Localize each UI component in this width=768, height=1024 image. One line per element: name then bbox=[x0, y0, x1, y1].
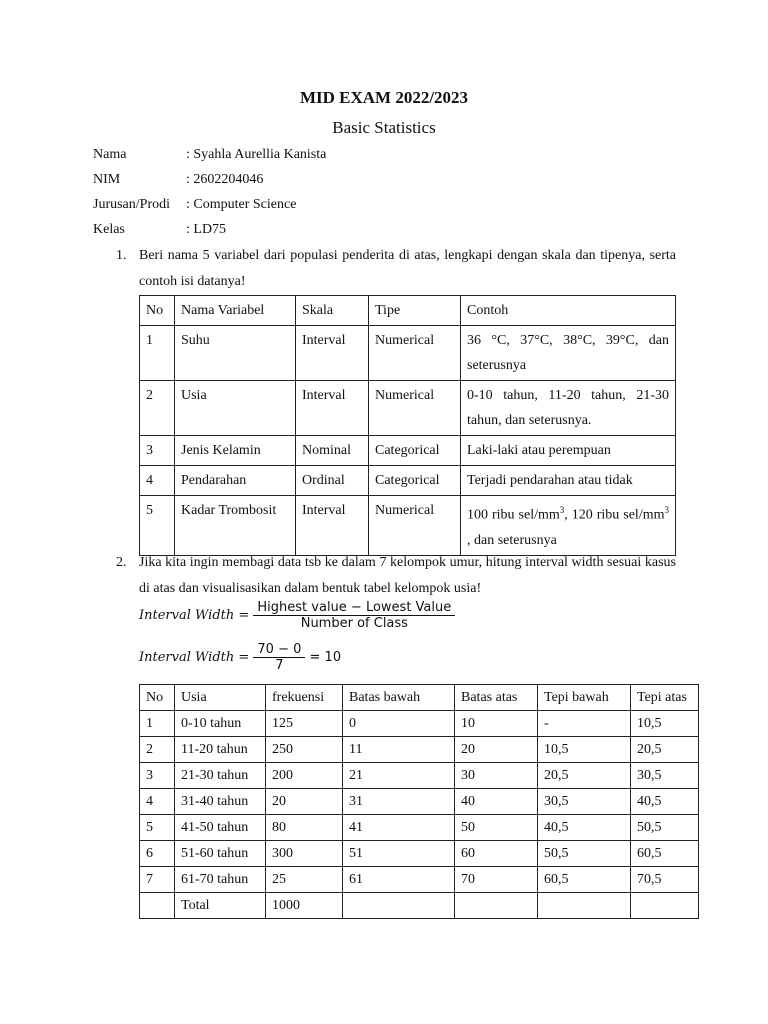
student-major-row bbox=[93, 197, 296, 213]
cell: 1 bbox=[140, 326, 175, 381]
student-name-row bbox=[93, 147, 326, 163]
example-part: 100 ribu sel/mm bbox=[467, 507, 560, 523]
table-row bbox=[140, 326, 676, 381]
table-row bbox=[140, 381, 676, 436]
example-part: , dan seterusnya bbox=[467, 532, 557, 548]
cell: Jenis Kelamin bbox=[175, 436, 296, 466]
cell: 250 bbox=[266, 737, 343, 763]
cell: 50 bbox=[455, 815, 538, 841]
cell: 10,5 bbox=[538, 737, 631, 763]
student-major-label: Jurusan/Prodi bbox=[93, 197, 170, 212]
cell: 36 °C, 37°C, 38°C, 39°C, dan seterusnya bbox=[461, 326, 676, 381]
table-header-row bbox=[140, 296, 676, 326]
student-name-label: Nama bbox=[93, 147, 127, 162]
cell: Usia bbox=[175, 381, 296, 436]
cell: Terjadi pendarahan atau tidak bbox=[461, 466, 676, 496]
table-row bbox=[140, 841, 699, 867]
cell: 20,5 bbox=[538, 763, 631, 789]
cell: 25 bbox=[266, 867, 343, 893]
cell: 10,5 bbox=[631, 711, 699, 737]
table-row bbox=[140, 711, 699, 737]
cell: 20 bbox=[455, 737, 538, 763]
cell: 61 bbox=[343, 867, 455, 893]
variable-table bbox=[139, 295, 676, 556]
cell bbox=[631, 893, 699, 919]
cell: 0 bbox=[343, 711, 455, 737]
cell: 40,5 bbox=[538, 815, 631, 841]
table-header-row bbox=[140, 685, 699, 711]
table-row bbox=[140, 789, 699, 815]
example-part: , 120 ribu sel/mm bbox=[564, 507, 665, 523]
cell: 30 bbox=[455, 763, 538, 789]
cell bbox=[140, 893, 175, 919]
cell: Suhu bbox=[175, 326, 296, 381]
cell: 21-30 tahun bbox=[175, 763, 266, 789]
cell: 50,5 bbox=[631, 815, 699, 841]
cell: 3 bbox=[140, 436, 175, 466]
cell: Pendarahan bbox=[175, 466, 296, 496]
student-nim-value: : 2602204046 bbox=[186, 172, 264, 187]
formula-fraction bbox=[253, 600, 455, 631]
question-1-number: 1. bbox=[116, 248, 127, 263]
student-nim-row bbox=[93, 172, 263, 188]
cell: 7 bbox=[140, 867, 175, 893]
formula-lhs: Interval Width = bbox=[139, 650, 250, 665]
cell bbox=[538, 893, 631, 919]
cell: 31 bbox=[343, 789, 455, 815]
cell: 3 bbox=[140, 763, 175, 789]
cell: 40,5 bbox=[631, 789, 699, 815]
table-row bbox=[140, 466, 676, 496]
cell: Interval bbox=[296, 496, 369, 556]
formula-lhs: Interval Width = bbox=[139, 608, 250, 623]
cell: 70,5 bbox=[631, 867, 699, 893]
header-cell: Nama Variabel bbox=[175, 296, 296, 326]
cell: 60,5 bbox=[631, 841, 699, 867]
cell: 61-70 tahun bbox=[175, 867, 266, 893]
header-cell: Usia bbox=[175, 685, 266, 711]
formula-numerator: Highest value − Lowest Value bbox=[253, 600, 455, 616]
cell: Ordinal bbox=[296, 466, 369, 496]
table-row bbox=[140, 436, 676, 466]
cell: Numerical bbox=[369, 381, 461, 436]
cell: 125 bbox=[266, 711, 343, 737]
exam-title: MID EXAM 2022/2023 bbox=[299, 88, 469, 107]
table-row bbox=[140, 737, 699, 763]
cell: 31-40 tahun bbox=[175, 789, 266, 815]
cell: 6 bbox=[140, 841, 175, 867]
cell: Categorical bbox=[369, 466, 461, 496]
cell: Numerical bbox=[369, 326, 461, 381]
cell: 51-60 tahun bbox=[175, 841, 266, 867]
header-cell: Tepi atas bbox=[631, 685, 699, 711]
cell: Laki-laki atau perempuan bbox=[461, 436, 676, 466]
header-cell: Skala bbox=[296, 296, 369, 326]
question-2-number: 2. bbox=[116, 555, 127, 570]
question-2-text: Jika kita ingin membagi data tsb ke dalam 7 kelompok umur, hitung interval width sesuai kasus di atas dan visualisasikan dalam bentuk tabel kelompok usia! bbox=[139, 555, 676, 596]
cell: 5 bbox=[140, 496, 175, 556]
cell: 4 bbox=[140, 789, 175, 815]
cell: 80 bbox=[266, 815, 343, 841]
student-name-value: : Syahla Aurellia Kanista bbox=[186, 147, 327, 162]
question-1 bbox=[116, 243, 676, 295]
course-title: Basic Statistics bbox=[332, 118, 436, 137]
cell: 0-10 tahun, 11-20 tahun, 21-30 tahun, dan seterusnya. bbox=[461, 381, 676, 436]
formula-denominator: Number of Class bbox=[300, 616, 408, 631]
formula-general bbox=[139, 600, 455, 631]
cell: Categorical bbox=[369, 436, 461, 466]
cell: 5 bbox=[140, 815, 175, 841]
formula-fraction bbox=[253, 642, 305, 673]
header-cell: No bbox=[140, 296, 175, 326]
age-group-table bbox=[139, 684, 699, 919]
cell: Nominal bbox=[296, 436, 369, 466]
cell: 2 bbox=[140, 381, 175, 436]
superscript: 3 bbox=[559, 505, 565, 515]
header-cell: No bbox=[140, 685, 175, 711]
cell: 40 bbox=[455, 789, 538, 815]
question-1-text: Beri nama 5 variabel dari populasi penderita di atas, lengkapi dengan skala dan tipenya, serta contoh isi datanya! bbox=[139, 248, 676, 289]
superscript: 3 bbox=[664, 505, 669, 515]
cell: 20,5 bbox=[631, 737, 699, 763]
header-cell: Batas bawah bbox=[343, 685, 455, 711]
cell: Kadar Trombosit bbox=[175, 496, 296, 556]
cell: 70 bbox=[455, 867, 538, 893]
student-nim-label: NIM bbox=[93, 172, 121, 187]
cell bbox=[343, 893, 455, 919]
cell: 2 bbox=[140, 737, 175, 763]
cell: 60 bbox=[455, 841, 538, 867]
cell: 1000 bbox=[266, 893, 343, 919]
cell: 30,5 bbox=[538, 789, 631, 815]
cell: 20 bbox=[266, 789, 343, 815]
student-class-row bbox=[93, 222, 226, 238]
cell: 4 bbox=[140, 466, 175, 496]
cell bbox=[455, 893, 538, 919]
table-row bbox=[140, 867, 699, 893]
header-cell: Tepi bawah bbox=[538, 685, 631, 711]
formula-result: = 10 bbox=[309, 650, 342, 665]
cell: 50,5 bbox=[538, 841, 631, 867]
question-2 bbox=[116, 550, 676, 602]
table-row bbox=[140, 763, 699, 789]
cell: 200 bbox=[266, 763, 343, 789]
table-total-row bbox=[140, 893, 699, 919]
cell: 300 bbox=[266, 841, 343, 867]
cell: 1 bbox=[140, 711, 175, 737]
student-major-value: : Computer Science bbox=[186, 197, 297, 212]
cell: Interval bbox=[296, 326, 369, 381]
cell: 30,5 bbox=[631, 763, 699, 789]
cell: 10 bbox=[455, 711, 538, 737]
cell: 41-50 tahun bbox=[175, 815, 266, 841]
cell: 41 bbox=[343, 815, 455, 841]
cell: 60,5 bbox=[538, 867, 631, 893]
cell: - bbox=[538, 711, 631, 737]
formula-denominator: 7 bbox=[275, 658, 284, 673]
cell: 11-20 tahun bbox=[175, 737, 266, 763]
cell: 21 bbox=[343, 763, 455, 789]
table-row bbox=[140, 815, 699, 841]
header-cell: Contoh bbox=[461, 296, 676, 326]
cell: Numerical bbox=[369, 496, 461, 556]
student-class-value: : LD75 bbox=[186, 222, 227, 237]
formula-applied bbox=[139, 642, 341, 673]
cell: Total bbox=[175, 893, 266, 919]
header-cell: Batas atas bbox=[455, 685, 538, 711]
student-class-label: Kelas bbox=[93, 222, 125, 237]
cell: Interval bbox=[296, 381, 369, 436]
table-row bbox=[140, 496, 676, 556]
cell: 51 bbox=[343, 841, 455, 867]
cell: 0-10 tahun bbox=[175, 711, 266, 737]
header-cell: frekuensi bbox=[266, 685, 343, 711]
cell: 11 bbox=[343, 737, 455, 763]
formula-numerator: 70 − 0 bbox=[253, 642, 305, 658]
cell bbox=[461, 496, 676, 556]
header-cell: Tipe bbox=[369, 296, 461, 326]
